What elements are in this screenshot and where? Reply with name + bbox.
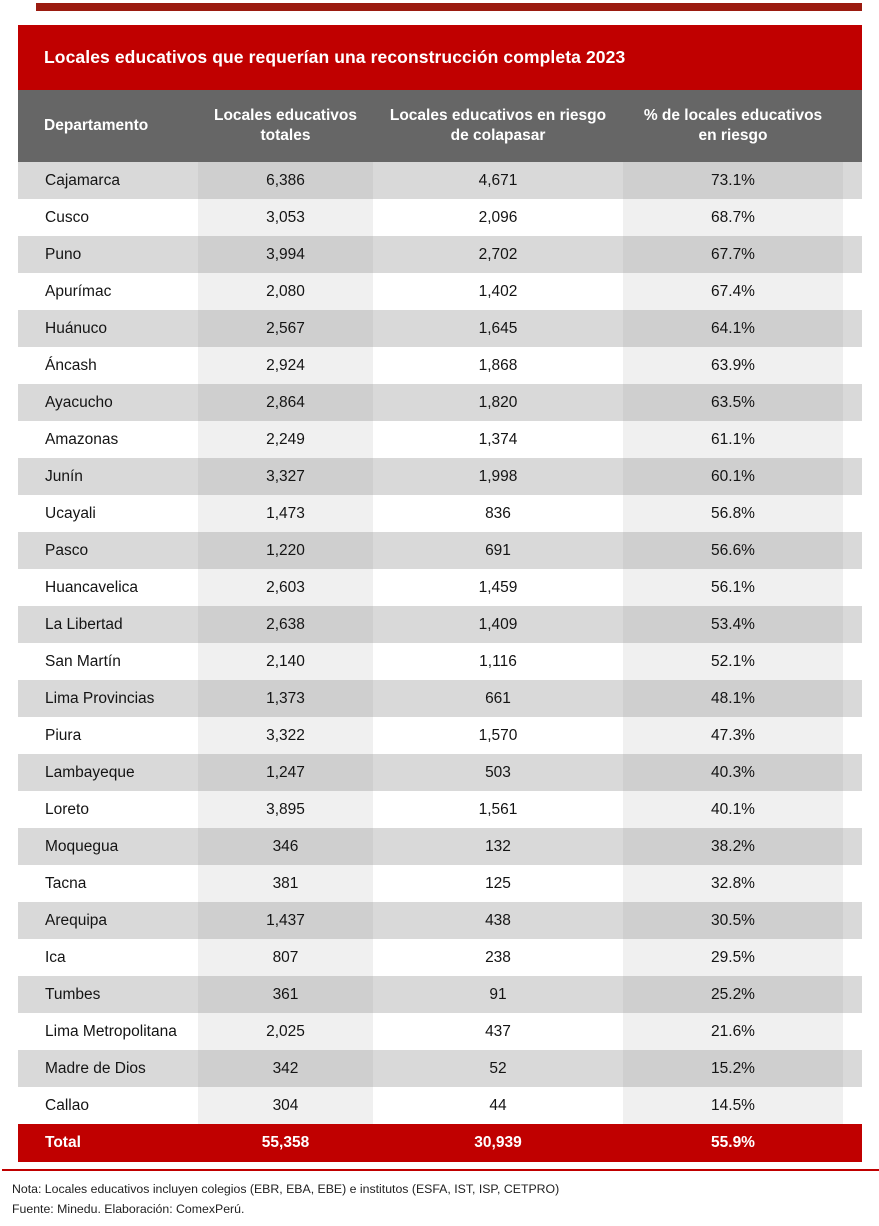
total-spacer [843,1124,862,1162]
cell-departamento: Tumbes [18,976,198,1013]
cell-departamento: Lima Provincias [18,680,198,717]
row-spacer [843,162,862,199]
cell-pct: 14.5% [623,1087,843,1124]
cell-departamento: Loreto [18,791,198,828]
table-row [18,680,862,717]
cell-departamento: Áncash [18,347,198,384]
table-row [18,939,862,976]
cell-departamento: Ucayali [18,495,198,532]
table-row [18,569,862,606]
cell-pct: 63.9% [623,347,843,384]
cell-departamento: Puno [18,236,198,273]
cell-departamento: La Libertad [18,606,198,643]
table-row [18,236,862,273]
row-spacer [843,865,862,902]
row-spacer [843,717,862,754]
cell-riesgo: 1,868 [373,347,623,384]
row-spacer [843,384,862,421]
cell-departamento: Apurímac [18,273,198,310]
cell-totales: 1,437 [198,902,373,939]
footnote-fuente: Fuente: Minedu. Elaboración: ComexPerú. [12,1201,245,1216]
top-accent-strip [36,3,862,11]
cell-departamento: San Martín [18,643,198,680]
cell-riesgo: 52 [373,1050,623,1087]
cell-riesgo: 125 [373,865,623,902]
cell-totales: 2,249 [198,421,373,458]
cell-totales: 1,473 [198,495,373,532]
cell-pct: 48.1% [623,680,843,717]
cell-riesgo: 661 [373,680,623,717]
table-row [18,717,862,754]
cell-riesgo: 1,116 [373,643,623,680]
cell-riesgo: 1,645 [373,310,623,347]
cell-pct: 32.8% [623,865,843,902]
cell-totales: 6,386 [198,162,373,199]
footnotes [12,1180,862,1219]
cell-departamento: Pasco [18,532,198,569]
row-spacer [843,828,862,865]
cell-totales: 3,895 [198,791,373,828]
cell-riesgo: 91 [373,976,623,1013]
cell-totales: 2,924 [198,347,373,384]
cell-departamento: Piura [18,717,198,754]
row-spacer [843,1013,862,1050]
cell-totales: 2,567 [198,310,373,347]
total-pct: 55.9% [711,1134,755,1151]
row-spacer [843,902,862,939]
cell-departamento: Cajamarca [18,162,198,199]
cell-pct: 60.1% [623,458,843,495]
cell-totales: 342 [198,1050,373,1087]
table-row [18,384,862,421]
cell-totales: 361 [198,976,373,1013]
cell-pct: 52.1% [623,643,843,680]
cell-totales: 807 [198,939,373,976]
cell-riesgo: 1,820 [373,384,623,421]
row-spacer [843,643,862,680]
cell-riesgo: 1,570 [373,717,623,754]
report-table [12,25,862,1219]
cell-totales: 346 [198,828,373,865]
table-row [18,421,862,458]
cell-departamento: Junín [18,458,198,495]
cell-pct: 53.4% [623,606,843,643]
header-spacer [843,90,867,162]
cell-totales: 2,140 [198,643,373,680]
row-spacer [843,1050,862,1087]
table-row [18,162,862,199]
cell-pct: 68.7% [623,199,843,236]
row-spacer [843,754,862,791]
cell-riesgo: 2,096 [373,199,623,236]
cell-riesgo: 503 [373,754,623,791]
footnote-nota: Nota: Locales educativos incluyen colegios (EBR, EBA, EBE) e institutos (ESFA, IST, ISP, CETPRO) [12,1182,560,1196]
cell-departamento: Tacna [18,865,198,902]
cell-departamento: Huánuco [18,310,198,347]
cell-riesgo: 691 [373,532,623,569]
cell-riesgo: 2,702 [373,236,623,273]
cell-pct: 15.2% [623,1050,843,1087]
table-row [18,532,862,569]
cell-departamento: Callao [18,1087,198,1124]
cell-pct: 61.1% [623,421,843,458]
row-spacer [843,310,862,347]
row-spacer [843,1087,862,1124]
cell-totales: 2,025 [198,1013,373,1050]
cell-riesgo: 1,409 [373,606,623,643]
row-spacer [843,458,862,495]
cell-totales: 2,080 [198,273,373,310]
total-riesgo: 30,939 [474,1134,522,1151]
cell-departamento: Huancavelica [18,569,198,606]
cell-pct: 25.2% [623,976,843,1013]
table-row [18,1013,862,1050]
row-spacer [843,532,862,569]
cell-riesgo: 238 [373,939,623,976]
cell-pct: 67.4% [623,273,843,310]
cell-totales: 1,373 [198,680,373,717]
total-totales: 55,358 [261,1134,310,1151]
cell-departamento: Arequipa [18,902,198,939]
cell-totales: 1,220 [198,532,373,569]
total-row [18,1124,862,1162]
cell-totales: 3,322 [198,717,373,754]
cell-totales: 1,247 [198,754,373,791]
table-row [18,791,862,828]
table-row [18,495,862,532]
cell-pct: 63.5% [623,384,843,421]
row-spacer [843,236,862,273]
table-row [18,347,862,384]
cell-pct: 30.5% [623,902,843,939]
cell-riesgo: 438 [373,902,623,939]
header-pct-riesgo: % de locales educativos en riesgo [643,106,823,144]
row-spacer [843,347,862,384]
table-row [18,754,862,791]
table-row [18,310,862,347]
header-departamento: Departamento [44,116,149,134]
cell-totales: 2,603 [198,569,373,606]
cell-pct: 47.3% [623,717,843,754]
cell-pct: 64.1% [623,310,843,347]
table-row [18,976,862,1013]
cell-pct: 38.2% [623,828,843,865]
header-totales: Locales educativos totales [213,106,357,144]
table-header-row [18,90,862,162]
table-body [18,162,862,1124]
table-row [18,606,862,643]
table-row [18,902,862,939]
row-spacer [843,421,862,458]
cell-riesgo: 1,459 [373,569,623,606]
cell-departamento: Lambayeque [18,754,198,791]
cell-departamento: Ica [18,939,198,976]
row-spacer [843,791,862,828]
row-spacer [843,273,862,310]
table-row [18,458,862,495]
cell-riesgo: 132 [373,828,623,865]
table-row [18,1050,862,1087]
cell-pct: 40.1% [623,791,843,828]
cell-riesgo: 437 [373,1013,623,1050]
cell-pct: 29.5% [623,939,843,976]
table-row [18,199,862,236]
cell-riesgo: 836 [373,495,623,532]
table-row [18,1087,862,1124]
cell-totales: 3,327 [198,458,373,495]
row-spacer [843,606,862,643]
table-title-bar [18,25,862,90]
cell-pct: 73.1% [623,162,843,199]
cell-departamento: Amazonas [18,421,198,458]
cell-riesgo: 1,402 [373,273,623,310]
cell-departamento: Moquegua [18,828,198,865]
cell-riesgo: 4,671 [373,162,623,199]
table-row [18,865,862,902]
cell-pct: 56.6% [623,532,843,569]
cell-departamento: Madre de Dios [18,1050,198,1087]
cell-totales: 304 [198,1087,373,1124]
table-title: Locales educativos que requerían una reconstrucción completa 2023 [44,47,626,67]
cell-riesgo: 1,561 [373,791,623,828]
cell-totales: 381 [198,865,373,902]
cell-totales: 3,053 [198,199,373,236]
row-spacer [843,495,862,532]
row-spacer [843,939,862,976]
cell-totales: 3,994 [198,236,373,273]
cell-pct: 21.6% [623,1013,843,1050]
cell-pct: 40.3% [623,754,843,791]
cell-pct: 56.8% [623,495,843,532]
cell-riesgo: 1,374 [373,421,623,458]
cell-riesgo: 1,998 [373,458,623,495]
header-riesgo-colapsar: Locales educativos en riesgo de colapasar [389,106,607,144]
cell-pct: 56.1% [623,569,843,606]
table-row [18,273,862,310]
divider-line [2,1169,879,1171]
table-row [18,643,862,680]
cell-departamento: Cusco [18,199,198,236]
cell-totales: 2,864 [198,384,373,421]
row-spacer [843,199,862,236]
cell-totales: 2,638 [198,606,373,643]
total-label: Total [45,1134,81,1151]
cell-pct: 67.7% [623,236,843,273]
row-spacer [843,680,862,717]
table-row [18,828,862,865]
cell-departamento: Ayacucho [18,384,198,421]
row-spacer [843,569,862,606]
cell-departamento: Lima Metropolitana [18,1013,198,1050]
cell-riesgo: 44 [373,1087,623,1124]
row-spacer [843,976,862,1013]
